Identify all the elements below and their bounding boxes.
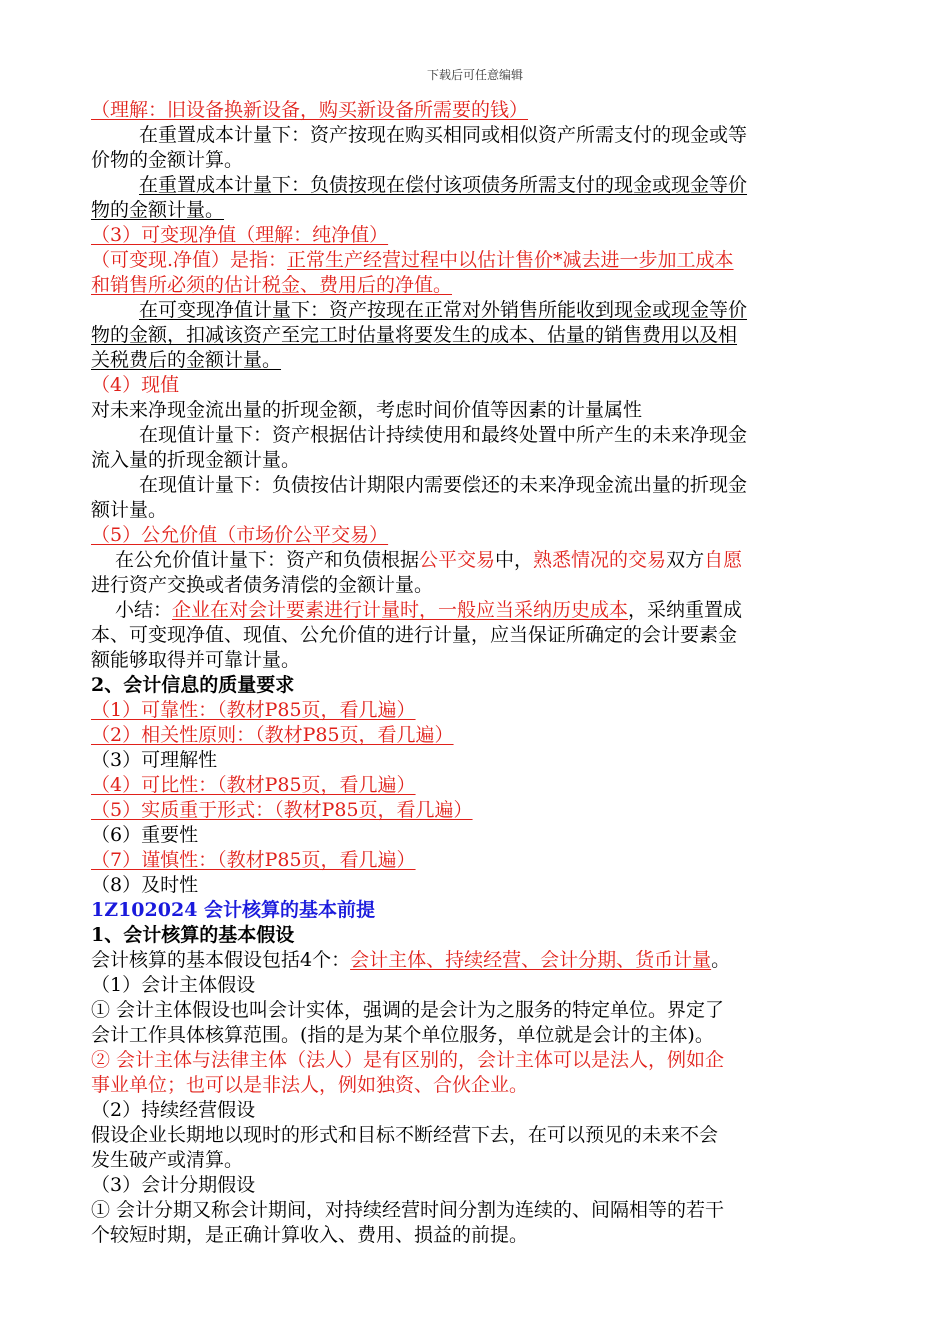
text-span: 会计核算的基本假设包括4个： [91,949,351,971]
text-span: 熟悉情况的交易 [533,549,667,571]
subsection-heading: （3）会计分期假设 [91,1174,256,1196]
text-line: 事业单位；也可以是非法人，例如独资、合伙企业。 [91,1074,529,1096]
text-line: 物的金额，扣减该资产至完工时估量将要发生的成本、估量的销售费用以及相 [91,324,738,346]
text-span: 在公允价值计量下：资产和负债根据 [115,549,420,571]
text-line: 流入量的折现金额计量。 [91,449,301,471]
text-line: 进行资产交换或者债务清偿的金额计量。 [91,574,434,596]
text-line [91,548,861,573]
text-span: 双方 [666,549,705,571]
text-line: 额计量。 [91,499,168,521]
text-line: 在重置成本计量下：负债按现在偿付该项债务所需支付的现金或现金等价 [139,174,748,196]
text-line: 额能够取得并可靠计量。 [91,649,301,671]
text-line: 个较短时期，是正确计算收入、费用、损益的前提。 [91,1224,529,1246]
text-line: ① 会计主体假设也叫会计实体，强调的是会计为之服务的特定单位。界定了 [91,999,725,1021]
text-line: 在现值计量下：负债按估计期限内需要偿还的未来净现金流出量的折现金 [139,474,748,496]
text-span: （可变现.净值）是指： [91,249,288,271]
text-line: 关税费后的金额计量。 [91,349,282,371]
text-line: ② 会计主体与法律主体（法人）是有区别的，会计主体可以是法人，例如企 [91,1049,725,1071]
page-header: 下载后可任意编辑 [426,68,523,82]
text-line [91,598,861,623]
document-body [91,98,861,1248]
list-item: （4）可比性：（教材P85页，看几遍） [91,774,416,796]
text-span: 自愿 [704,549,743,571]
text-line: 价物的金额计算。 [91,149,244,171]
text-line: 和销售所必须的估计税金、费用后的净值。 [91,274,453,296]
section-heading: （5）公允价值（市场价公平交易） [91,524,389,546]
list-item: （1）可靠性：（教材P85页，看几遍） [91,699,416,721]
text-line: 发生破产或清算。 [91,1149,244,1171]
text-line: 在重置成本计量下：资产按现在购买相同或相似资产所需支付的现金或等 [139,124,748,146]
list-item: （8）及时性 [91,874,199,896]
list-item: （3）可理解性 [91,749,218,771]
text-line: 假设企业长期地以现时的形式和目标不断经营下去，在可以预见的未来不会 [91,1124,719,1146]
subsection-heading: （1）会计主体假设 [91,974,256,996]
text-line: 会计工作具体核算范围。(指的是为某个单位服务，单位就是会计的主体)。 [91,1024,714,1046]
section-heading: （3）可变现净值（理解：纯净值） [91,224,389,246]
text-span: 小结： [115,599,173,621]
text-span: 企业在对会计要素进行计量时，一般应当采纳历史成本 [172,599,629,621]
section-heading: 2、会计信息的质量要求 [91,674,295,696]
text-line: 对未来净现金流出量的折现金额，考虑时间价值等因素的计量属性 [91,399,643,421]
text-line: 在现值计量下：资产根据估计持续使用和最终处置中所产生的未来净现金 [139,424,748,446]
text-span: 正常生产经营过程中以估计售价*减去进一步加工成本 [287,249,734,271]
list-item: （2）相关性原则：（教材P85页，看几遍） [91,724,454,746]
subsection-heading: （2）持续经营假设 [91,1099,256,1121]
text-span: 公平交易 [419,549,496,571]
chapter-title: 1Z102024 会计核算的基本前提 [91,899,376,921]
list-item: （6）重要性 [91,824,199,846]
text-span: 会计主体、持续经营、会计分期、货币计量 [350,949,712,971]
text-span: ，采纳重置成 [628,599,743,621]
list-item: （7）谨慎性：（教材P85页，看几遍） [91,849,416,871]
list-item: （5）实质重于形式：（教材P85页，看几遍） [91,799,473,821]
text-line: 物的金额计量。 [91,199,225,221]
text-line [91,948,861,973]
text-line: ① 会计分期又称会计期间，对持续经营时间分割为连续的、间隔相等的若干 [91,1199,725,1221]
text-span: 。 [711,949,731,971]
text-line: （理解：旧设备换新设备，购买新设备所需要的钱） [91,99,529,121]
text-span: 中， [495,549,534,571]
section-heading: 1、会计核算的基本假设 [91,924,295,946]
text-line [91,248,861,273]
section-heading: （4）现值 [91,374,180,396]
text-line: 本、可变现净值、现值、公允价值的进行计量，应当保证所确定的会计要素金 [91,624,738,646]
text-line: 在可变现净值计量下：资产按现在正常对外销售所能收到现金或现金等价 [139,299,748,321]
